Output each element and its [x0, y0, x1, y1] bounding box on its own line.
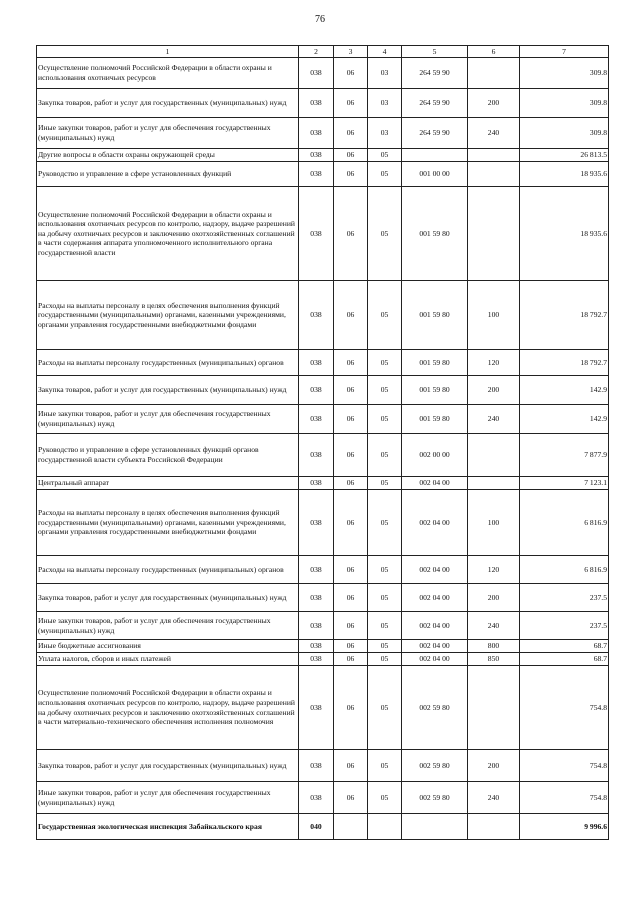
- admin-code-cell: 040: [299, 814, 334, 840]
- expense-type-cell: 120: [468, 556, 520, 584]
- row-name-cell: Расходы на выплаты персоналу государственных (муниципальных) органов: [37, 556, 299, 584]
- target-article-cell: 264 59 90: [402, 89, 468, 118]
- subsection-cell: 05: [368, 750, 402, 782]
- row-name-cell: Осуществление полномочий Российской Федерации в области охраны и использования охотничьих ресурсов: [37, 58, 299, 89]
- row-name-cell: Расходы на выплаты персоналу в целях обеспечения выполнения функций государственными (муниципальными) органами, казенными учреждениями, органами управления государственными внебюджетными фондами: [37, 490, 299, 556]
- section-cell: 06: [334, 162, 368, 187]
- amount-cell: 309.8: [520, 118, 609, 149]
- target-article-cell: 001 59 80: [402, 405, 468, 434]
- admin-code-cell: 038: [299, 162, 334, 187]
- section-cell: 06: [334, 187, 368, 281]
- column-header: 2: [299, 46, 334, 58]
- admin-code-cell: 038: [299, 666, 334, 750]
- admin-code-cell: 038: [299, 89, 334, 118]
- section-cell: [334, 814, 368, 840]
- expense-type-cell: [468, 187, 520, 281]
- expense-type-cell: 850: [468, 653, 520, 666]
- row-name-cell: Закупка товаров, работ и услуг для государственных (муниципальных) нужд: [37, 750, 299, 782]
- target-article-cell: 001 59 80: [402, 350, 468, 376]
- table-row: [37, 477, 609, 490]
- row-name-cell: Другие вопросы в области охраны окружающей среды: [37, 149, 299, 162]
- expense-type-cell: [468, 666, 520, 750]
- table-row: [37, 584, 609, 612]
- subsection-cell: [368, 814, 402, 840]
- admin-code-cell: 038: [299, 640, 334, 653]
- admin-code-cell: 038: [299, 281, 334, 350]
- table-row: [37, 612, 609, 640]
- amount-cell: 754.8: [520, 666, 609, 750]
- section-cell: 06: [334, 405, 368, 434]
- target-article-cell: 002 04 00: [402, 640, 468, 653]
- table-row: [37, 162, 609, 187]
- admin-code-cell: 038: [299, 187, 334, 281]
- table-row: [37, 490, 609, 556]
- section-cell: 06: [334, 653, 368, 666]
- amount-cell: 309.8: [520, 89, 609, 118]
- target-article-cell: 002 59 80: [402, 782, 468, 814]
- row-name-cell: Руководство и управление в сфере установленных функций органов государственной власти субъекта Российской Федерации: [37, 434, 299, 477]
- target-article-cell: 001 59 80: [402, 376, 468, 405]
- row-name-cell: Иные бюджетные ассигнования: [37, 640, 299, 653]
- section-cell: 06: [334, 89, 368, 118]
- target-article-cell: 002 04 00: [402, 612, 468, 640]
- subsection-cell: 05: [368, 612, 402, 640]
- amount-cell: 18 935.6: [520, 162, 609, 187]
- row-name-cell: Иные закупки товаров, работ и услуг для обеспечения государственных (муниципальных) нужд: [37, 118, 299, 149]
- admin-code-cell: 038: [299, 376, 334, 405]
- table-row: [37, 434, 609, 477]
- expense-type-cell: 200: [468, 376, 520, 405]
- target-article-cell: 001 59 80: [402, 187, 468, 281]
- section-cell: 06: [334, 666, 368, 750]
- target-article-cell: 001 59 80: [402, 281, 468, 350]
- column-header: 1: [37, 46, 299, 58]
- target-article-cell: [402, 814, 468, 840]
- row-name-cell: Осуществление полномочий Российской Федерации в области охраны и использования охотничьих ресурсов по контролю, надзору, выдаче разрешений на добычу охотничьих ресурсов и заключению охотхозяйственных соглашений в части материально-технического обеспечения исполнения полномочия: [37, 666, 299, 750]
- amount-cell: 68.7: [520, 653, 609, 666]
- table-row: [37, 89, 609, 118]
- admin-code-cell: 038: [299, 584, 334, 612]
- admin-code-cell: 038: [299, 556, 334, 584]
- target-article-cell: 264 59 90: [402, 118, 468, 149]
- column-header: 3: [334, 46, 368, 58]
- subsection-cell: 03: [368, 118, 402, 149]
- amount-cell: 237.5: [520, 584, 609, 612]
- row-name-cell: Закупка товаров, работ и услуг для государственных (муниципальных) нужд: [37, 584, 299, 612]
- section-cell: 06: [334, 640, 368, 653]
- subsection-cell: 03: [368, 89, 402, 118]
- expense-type-cell: 100: [468, 490, 520, 556]
- section-cell: 06: [334, 118, 368, 149]
- amount-cell: 6 816.9: [520, 556, 609, 584]
- subsection-cell: 05: [368, 666, 402, 750]
- table-row: [37, 750, 609, 782]
- section-cell: 06: [334, 782, 368, 814]
- expense-type-cell: [468, 434, 520, 477]
- expense-type-cell: [468, 162, 520, 187]
- table-row: [37, 405, 609, 434]
- row-name-cell: Иные закупки товаров, работ и услуг для обеспечения государственных (муниципальных) нужд: [37, 782, 299, 814]
- amount-cell: 7 877.9: [520, 434, 609, 477]
- section-cell: 06: [334, 58, 368, 89]
- row-name-cell: Центральный аппарат: [37, 477, 299, 490]
- section-cell: 06: [334, 477, 368, 490]
- target-article-cell: 002 04 00: [402, 584, 468, 612]
- subsection-cell: 05: [368, 782, 402, 814]
- column-header: 7: [520, 46, 609, 58]
- section-cell: 06: [334, 750, 368, 782]
- expense-type-cell: 200: [468, 89, 520, 118]
- target-article-cell: 001 00 00: [402, 162, 468, 187]
- target-article-cell: 002 59 80: [402, 666, 468, 750]
- target-article-cell: 264 59 90: [402, 58, 468, 89]
- subsection-cell: 05: [368, 162, 402, 187]
- table-row: [37, 653, 609, 666]
- subsection-cell: 05: [368, 149, 402, 162]
- section-cell: 06: [334, 490, 368, 556]
- section-cell: 06: [334, 376, 368, 405]
- subsection-cell: 05: [368, 434, 402, 477]
- subsection-cell: 05: [368, 405, 402, 434]
- table-row: [37, 556, 609, 584]
- expense-type-cell: 240: [468, 612, 520, 640]
- admin-code-cell: 038: [299, 58, 334, 89]
- admin-code-cell: 038: [299, 118, 334, 149]
- section-cell: 06: [334, 612, 368, 640]
- expense-type-cell: 240: [468, 782, 520, 814]
- budget-table: [36, 45, 609, 840]
- expense-type-cell: 240: [468, 405, 520, 434]
- expense-type-cell: [468, 58, 520, 89]
- amount-cell: 7 123.1: [520, 477, 609, 490]
- target-article-cell: 002 04 00: [402, 490, 468, 556]
- target-article-cell: [402, 149, 468, 162]
- section-cell: 06: [334, 556, 368, 584]
- subsection-cell: 05: [368, 187, 402, 281]
- admin-code-cell: 038: [299, 653, 334, 666]
- table-row: [37, 281, 609, 350]
- amount-cell: 754.8: [520, 782, 609, 814]
- section-cell: 06: [334, 350, 368, 376]
- page-number: 76: [315, 14, 325, 25]
- admin-code-cell: 038: [299, 782, 334, 814]
- admin-code-cell: 038: [299, 750, 334, 782]
- admin-code-cell: 038: [299, 612, 334, 640]
- subsection-cell: 05: [368, 640, 402, 653]
- subsection-cell: 03: [368, 58, 402, 89]
- subsection-cell: 05: [368, 490, 402, 556]
- row-name-cell: Уплата налогов, сборов и иных платежей: [37, 653, 299, 666]
- expense-type-cell: 240: [468, 118, 520, 149]
- amount-cell: 142.9: [520, 405, 609, 434]
- subsection-cell: 05: [368, 584, 402, 612]
- subsection-cell: 05: [368, 281, 402, 350]
- subsection-cell: 05: [368, 477, 402, 490]
- amount-cell: 18 792.7: [520, 281, 609, 350]
- amount-cell: 68.7: [520, 640, 609, 653]
- admin-code-cell: 038: [299, 490, 334, 556]
- table-row: [37, 782, 609, 814]
- subsection-cell: 05: [368, 653, 402, 666]
- target-article-cell: 002 04 00: [402, 556, 468, 584]
- table-row: [37, 58, 609, 89]
- table-row: [37, 376, 609, 405]
- table-row: [37, 187, 609, 281]
- column-header: 6: [468, 46, 520, 58]
- subsection-cell: 05: [368, 556, 402, 584]
- admin-code-cell: 038: [299, 477, 334, 490]
- expense-type-cell: [468, 149, 520, 162]
- row-name-cell: Закупка товаров, работ и услуг для государственных (муниципальных) нужд: [37, 89, 299, 118]
- target-article-cell: 002 04 00: [402, 653, 468, 666]
- admin-code-cell: 038: [299, 149, 334, 162]
- target-article-cell: 002 04 00: [402, 477, 468, 490]
- subsection-cell: 05: [368, 350, 402, 376]
- section-cell: 06: [334, 281, 368, 350]
- row-name-cell: Государственная экологическая инспекция Забайкальского края: [37, 814, 299, 840]
- expense-type-cell: 100: [468, 281, 520, 350]
- row-name-cell: Иные закупки товаров, работ и услуг для обеспечения государственных (муниципальных) нужд: [37, 405, 299, 434]
- table-row: [37, 640, 609, 653]
- amount-cell: 9 996.6: [520, 814, 609, 840]
- expense-type-cell: 800: [468, 640, 520, 653]
- expense-type-cell: 200: [468, 750, 520, 782]
- column-number-row: [37, 46, 609, 58]
- amount-cell: 309.8: [520, 58, 609, 89]
- admin-code-cell: 038: [299, 434, 334, 477]
- admin-code-cell: 038: [299, 405, 334, 434]
- amount-cell: 142.9: [520, 376, 609, 405]
- row-name-cell: Осуществление полномочий Российской Федерации в области охраны и использования охотничьих ресурсов по контролю, надзору, выдаче разрешений на добычу охотничьих ресурсов и заключению охотхозяйственных соглашений в части содержания аппарата уполномоченного исполнительного органа государственной власти: [37, 187, 299, 281]
- table-row: [37, 666, 609, 750]
- expense-type-cell: 120: [468, 350, 520, 376]
- section-cell: 06: [334, 149, 368, 162]
- target-article-cell: 002 59 80: [402, 750, 468, 782]
- section-cell: 06: [334, 584, 368, 612]
- admin-code-cell: 038: [299, 350, 334, 376]
- section-cell: 06: [334, 434, 368, 477]
- amount-cell: 18 792.7: [520, 350, 609, 376]
- column-header: 4: [368, 46, 402, 58]
- row-name-cell: Расходы на выплаты персоналу государственных (муниципальных) органов: [37, 350, 299, 376]
- column-header: 5: [402, 46, 468, 58]
- amount-cell: 18 935.6: [520, 187, 609, 281]
- expense-type-cell: 200: [468, 584, 520, 612]
- row-name-cell: Руководство и управление в сфере установленных функций: [37, 162, 299, 187]
- amount-cell: 237.5: [520, 612, 609, 640]
- table-row: [37, 350, 609, 376]
- amount-cell: 754.8: [520, 750, 609, 782]
- table-row: [37, 149, 609, 162]
- amount-cell: 26 813.5: [520, 149, 609, 162]
- row-name-cell: Расходы на выплаты персоналу в целях обеспечения выполнения функций государственными (муниципальными) органами, казенными учреждениями, органами управления государственными внебюджетными фондами: [37, 281, 299, 350]
- expense-type-cell: [468, 814, 520, 840]
- table-row: [37, 814, 609, 840]
- expense-type-cell: [468, 477, 520, 490]
- target-article-cell: 002 00 00: [402, 434, 468, 477]
- row-name-cell: Закупка товаров, работ и услуг для государственных (муниципальных) нужд: [37, 376, 299, 405]
- row-name-cell: Иные закупки товаров, работ и услуг для обеспечения государственных (муниципальных) нужд: [37, 612, 299, 640]
- subsection-cell: 05: [368, 376, 402, 405]
- table-row: [37, 118, 609, 149]
- amount-cell: 6 816.9: [520, 490, 609, 556]
